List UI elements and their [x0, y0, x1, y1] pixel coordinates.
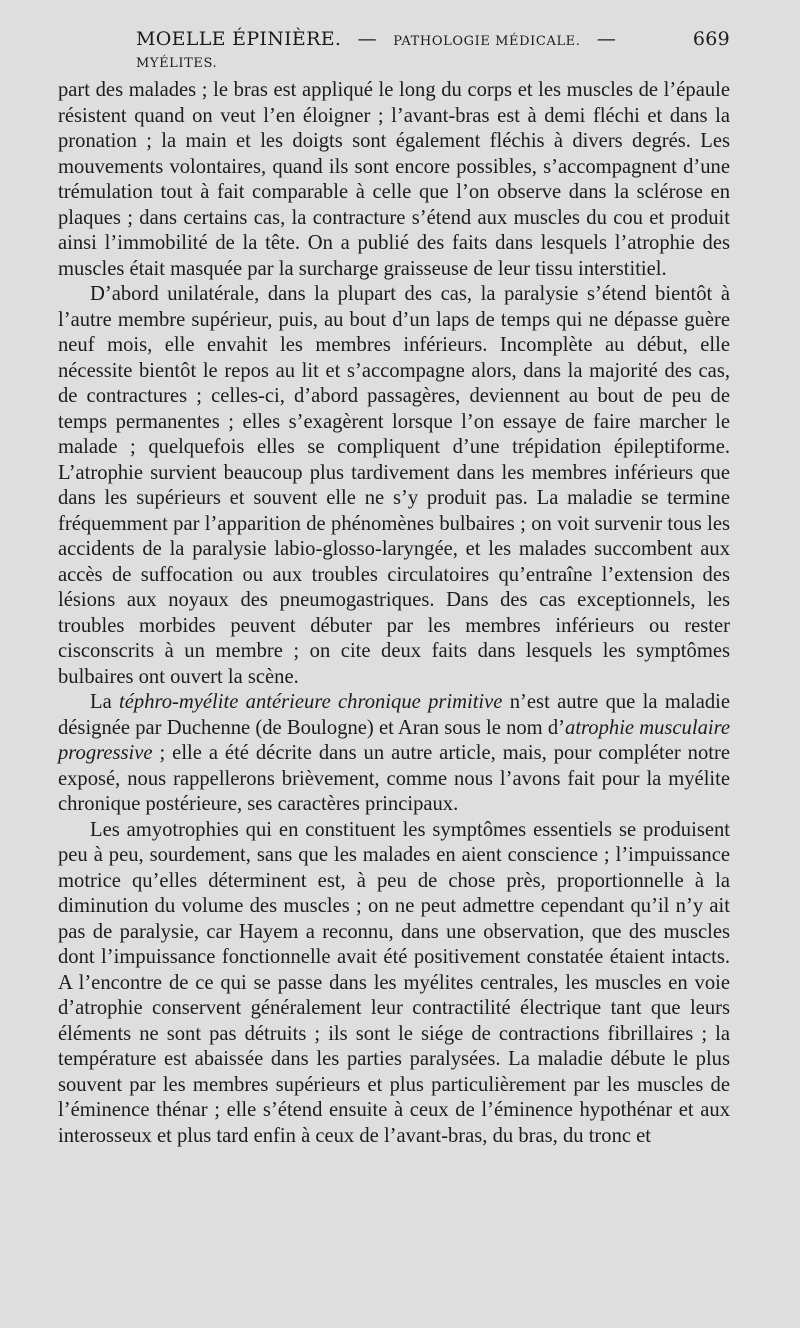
paragraph — [58, 282, 730, 690]
header-section: PATHOLOGIE MÉDICALE. — [393, 34, 581, 49]
paragraph — [58, 78, 730, 282]
text-segment: n’est autre que la maladie désignée par Duchenne (de Boulogne) et Aran sous le nom d’ — [58, 691, 730, 739]
header-separator: — — [357, 28, 377, 50]
header-separator: — — [596, 28, 617, 50]
header-title: MOELLE ÉPINIÈRE. — [136, 28, 342, 50]
page-number: 669 — [692, 28, 730, 50]
paragraph — [58, 818, 730, 1150]
italic-term: atrophie musculaire progressive — [58, 716, 730, 764]
italic-term: téphro-myélite antérieure chronique primitive — [119, 691, 503, 713]
header-subsection: MYÉLITES. — [136, 56, 218, 71]
text-segment: Les amyotrophies qui en constituent les symptômes essentiels se produisent peu à peu, sourdement, sans que les malades en aient conscience ; l’impuissance motrice qu’elles déterminent est, à peu de chose près, proportionnelle à la diminution du volume des muscles ; on ne peut admettre cependant qu’il n’y ait pas de paralysie, car Hayem a reconnu, dans une observation, que des muscles dont l’impuissance fonctionnelle avait été positivement constatée étaient intacts. A l’encontre de ce qui se passe dans les myélites centrales, les muscles en voie d’atrophie conservent généralement leur contractilité électrique tant que leurs éléments ne sont pas détruits ; ils sont le siége de contractions fibrillaires ; la température est abaissée dans les parties paralysées. La maladie débute le plus souvent par les membres supérieurs et plus particulièrement par les muscles de l’éminence thénar ; elle s’étend ensuite à ceux de l’éminence hypothénar et aux interosseux et plus tard enfin à ceux de l’avant-bras, du bras, du tronc et — [58, 818, 730, 1147]
text-segment: La — [90, 691, 120, 713]
running-header — [58, 28, 730, 72]
text-segment: part des malades ; le bras est appliqué le long du corps et les muscles de l’épaule résistent quand on veut l’en éloigner ; l’avant-bras est à demi fléchi et dans la pronation ; la main et les doigts sont également fléchis à divers degrés. Les mouvements volontaires, quand ils sont encore possibles, s’accompagnent d’une trémulation tout à fait comparable à celle que l’on observe dans la sclérose en plaques ; dans certains cas, la contracture s’étend aux muscles du cou et produit ainsi l’immobilité de la tête. On a publié des faits dans lesquels l’atrophie des muscles était masquée par la surcharge graisseuse de leur tissu interstitiel. — [58, 79, 730, 280]
text-segment: ; elle a été décrite dans un autre article, mais, pour compléter notre exposé, nous rappellerons brièvement, comme nous l’avons fait pour la myélite chronique postérieure, ses caractères principaux. — [58, 742, 730, 815]
body-text — [58, 78, 730, 1149]
text-segment: D’abord unilatérale, dans la plupart des cas, la paralysie s’étend bientôt à l’autre membre supérieur, puis, au bout d’un laps de temps qui ne dépasse guère neuf mois, elle envahit les membres inférieurs. Incomplète au début, elle nécessite bientôt le repos au lit et s’accompagne alors, dans la majorité des cas, de contractures ; celles-ci, d’abord passagères, deviennent au bout de peu de temps permanentes ; elles s’exagèrent lorsque l’on essaye de faire marcher le malade ; quelquefois elles se compliquent d’une trépidation épileptiforme. L’atrophie survient beaucoup plus tardivement dans les membres inférieurs que dans les supérieurs et souvent elle ne s’y produit pas. La maladie se termine fréquemment par l’apparition de phénomènes bulbaires ; on voit survenir tous les accidents de la paralysie labio-glosso-laryngée, et les malades succombent aux accès de suffocation ou aux troubles circulatoires qu’entraîne l’extension des lésions aux noyaux des pneumogastriques. Dans des cas exceptionnels, les troubles morbides peuvent débuter par les membres inférieurs ou rester cisconscrits à un membre ; on cite deux faits dans lesquels les symptômes bulbaires ont ouvert la scène. — [58, 283, 730, 688]
header-left — [136, 28, 693, 72]
paragraph — [58, 690, 730, 818]
